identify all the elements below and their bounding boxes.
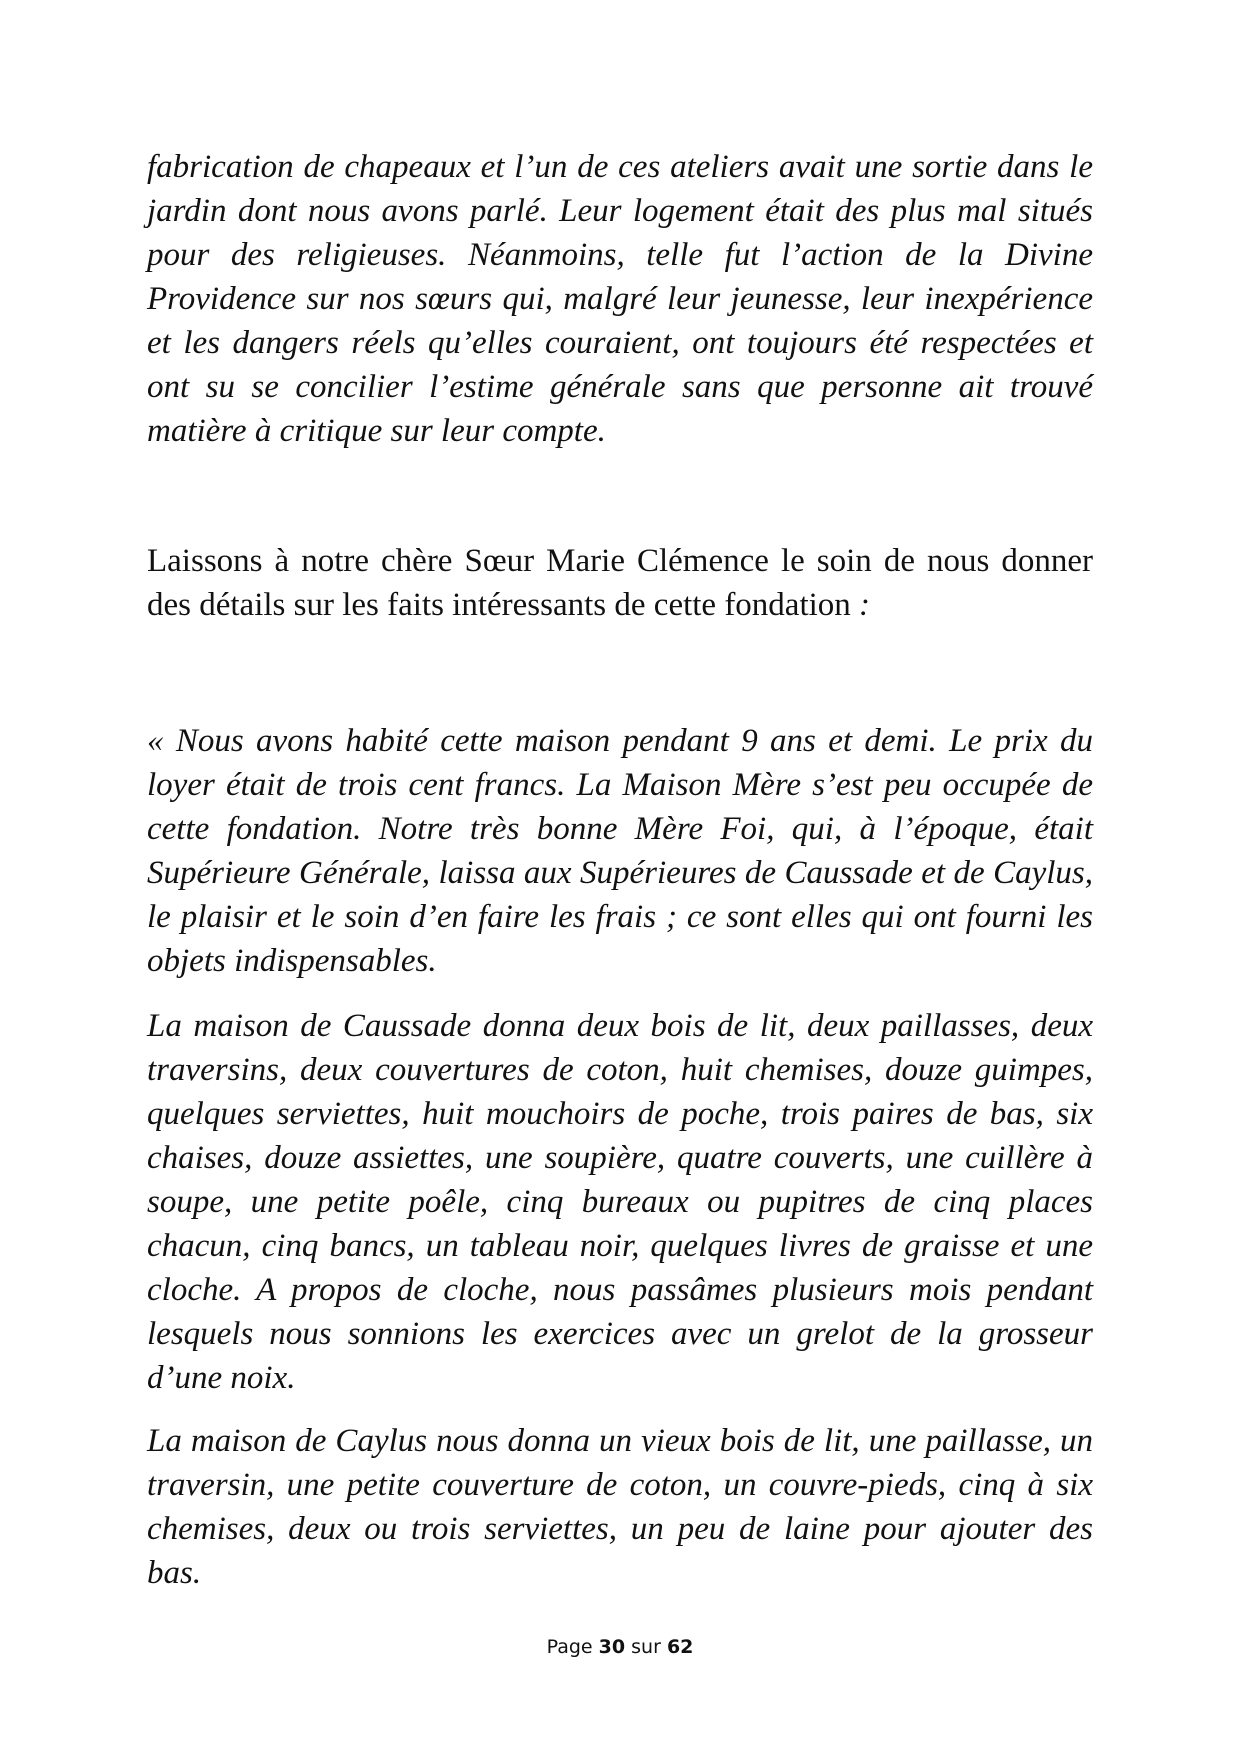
page-number-total: 62 (666, 1636, 694, 1658)
page-number-current: 30 (598, 1636, 626, 1658)
paragraph-quote-house: « Nous avons habité cette maison pendant 9 ans et demi. Le prix du loyer était de trois cent francs. La Maison Mère s’est peu occupée de cette fondation. Notre très bonne Mère Foi, qui, à l’époque, était Supérieure Générale, laissa aux Supérieures de Caussade et de Caylus, le plaisir et le soin d’en faire les frais ; ce sont elles qui ont fourni les objets indispensables. (147, 723, 1093, 979)
paragraph-introduction-text: Laissons à notre chère Sœur Marie Clémence le soin de nous donner des détails sur les faits intéressants de cette fondation (147, 543, 1093, 623)
paragraph-hat-workshop: fabrication de chapeaux et l’un de ces ateliers avait une sortie dans le jardin dont nous avons parlé. Leur logement était des plus mal situés pour des religieuses. Néanmoins, telle fut l’action de la Divine Providence sur nos sœurs qui, malgré leur jeunesse, leur inexpérience et les dangers réels qu’elles couraient, ont toujours été respectées et ont su se concilier l’estime générale sans que personne ait trouvé matière à critique sur leur compte. (147, 149, 1093, 449)
paragraph-caylus-donation: La maison de Caylus nous donna un vieux bois de lit, une paillasse, un traversin, une petite couverture de coton, un couvre-pieds, cinq à six chemises, deux ou trois serviettes, un peu de laine pour ajouter des bas. (147, 1423, 1093, 1591)
paragraph-introduction (147, 539, 1093, 627)
page-number-middle: sur (625, 1636, 667, 1658)
page-number (0, 1635, 1240, 1659)
page-number-prefix: Page (546, 1636, 599, 1658)
paragraph-introduction-colon: : (850, 587, 871, 623)
paragraph-caussade-donation: La maison de Caussade donna deux bois de lit, deux paillasses, deux traversins, deux couvertures de coton, huit chemises, douze guimpes, quelques serviettes, huit mouchoirs de poche, trois paires de bas, six chaises, douze assiettes, une soupière, quatre couverts, une cuillère à soupe, une petite poêle, cinq bureaux ou pupitres de cinq places chacun, cinq bancs, un tableau noir, quelques livres de graisse et une cloche. A propos de cloche, nous passâmes plusieurs mois pendant lesquels nous sonnions les exercices avec un grelot de la grosseur d’une noix. (147, 1008, 1093, 1396)
